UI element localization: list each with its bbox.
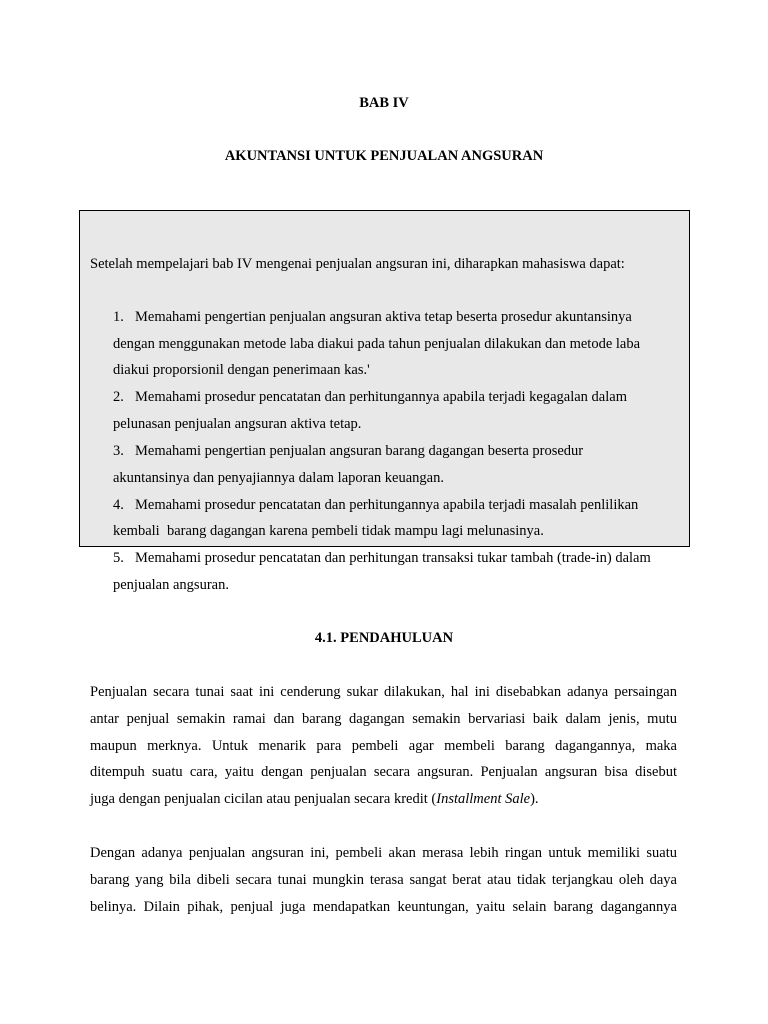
objective-item-1-line-3: diakui proporsionil dengan penerimaan kas.' [113, 362, 370, 378]
paragraph-text: ). [530, 791, 539, 807]
objective-item-5 [113, 549, 651, 567]
italic-term: Installment Sale [436, 791, 531, 807]
section-title: 4.1. PENDAHULUAN [314, 630, 454, 646]
objective-number: 3. [113, 443, 124, 459]
objective-text: Memahami prosedur pencatatan dan perhitungannya apabila terjadi masalah penlilikan [135, 497, 639, 513]
paragraph-2-line-1: Dengan adanya penjualan angsuran ini, pembeli akan merasa lebih ringan untuk memiliki suatu [90, 845, 677, 861]
objective-text: Memahami prosedur pencatatan dan perhitungan transaksi tukar tambah (trade-in) dalam [135, 550, 651, 566]
paragraph-text: juga dengan penjualan cicilan atau penjualan secara kredit ( [90, 791, 437, 807]
objective-item-1-line-2: dengan menggunakan metode laba diakui pada tahun penjualan dilakukan dan metode laba [113, 336, 641, 352]
objective-number: 5. [113, 550, 124, 566]
paragraph-1-line-5 [90, 790, 677, 808]
objective-item-2 [113, 388, 627, 406]
objective-item-5-line-2: penjualan angsuran. [113, 577, 229, 593]
objectives-intro: Setelah mempelajari bab IV mengenai penjualan angsuran ini, diharapkan mahasiswa dapat: [90, 256, 625, 272]
chapter-label: BAB IV [359, 95, 409, 111]
objective-item-1 [113, 308, 632, 326]
paragraph-1-line-1: Penjualan secara tunai saat ini cenderung sukar dilakukan, hal ini disebabkan adanya persaingan [90, 684, 677, 700]
objective-item-3 [113, 442, 583, 460]
paragraph-1-line-3: maupun merknya. Untuk menarik para pembeli agar membeli barang dagangannya, maka [90, 738, 677, 754]
objective-item-2-line-2: pelunasan penjualan angsuran aktiva tetap. [113, 416, 362, 432]
objective-number: 2. [113, 389, 124, 405]
objective-number: 1. [113, 309, 124, 325]
paragraph-2-line-3: belinya. Dilain pihak, penjual juga mendapatkan keuntungan, yaitu selain barang dagangannya [90, 899, 677, 915]
objective-item-4-line-2: kembali barang dagangan karena pembeli tidak mampu lagi melunasinya. [113, 523, 544, 539]
objective-text: Memahami pengertian penjualan angsuran barang dagangan beserta prosedur [135, 443, 584, 459]
objective-item-3-line-2: akuntansinya dan penyajiannya dalam laporan keuangan. [113, 470, 444, 486]
paragraph-2-line-2: barang yang bila dibeli secara tunai mungkin terasa sangat berat atau tidak terjangkau oleh daya [90, 872, 677, 888]
paragraph-1-line-4: ditempuh suatu cara, yaitu dengan penjualan secara angsuran. Penjualan angsuran bisa disebut [90, 764, 677, 780]
objective-number: 4. [113, 497, 124, 513]
objective-text: Memahami pengertian penjualan angsuran aktiva tetap beserta prosedur akuntansinya [135, 309, 632, 325]
objective-text: Memahami prosedur pencatatan dan perhitungannya apabila terjadi kegagalan dalam [135, 389, 627, 405]
paragraph-1-line-2: antar penjual semakin ramai dan barang dagangan semakin bervariasi baik dalam jenis, mutu [90, 711, 677, 727]
objective-item-4 [113, 496, 638, 514]
chapter-title: AKUNTANSI UNTUK PENJUALAN ANGSURAN [224, 148, 544, 164]
